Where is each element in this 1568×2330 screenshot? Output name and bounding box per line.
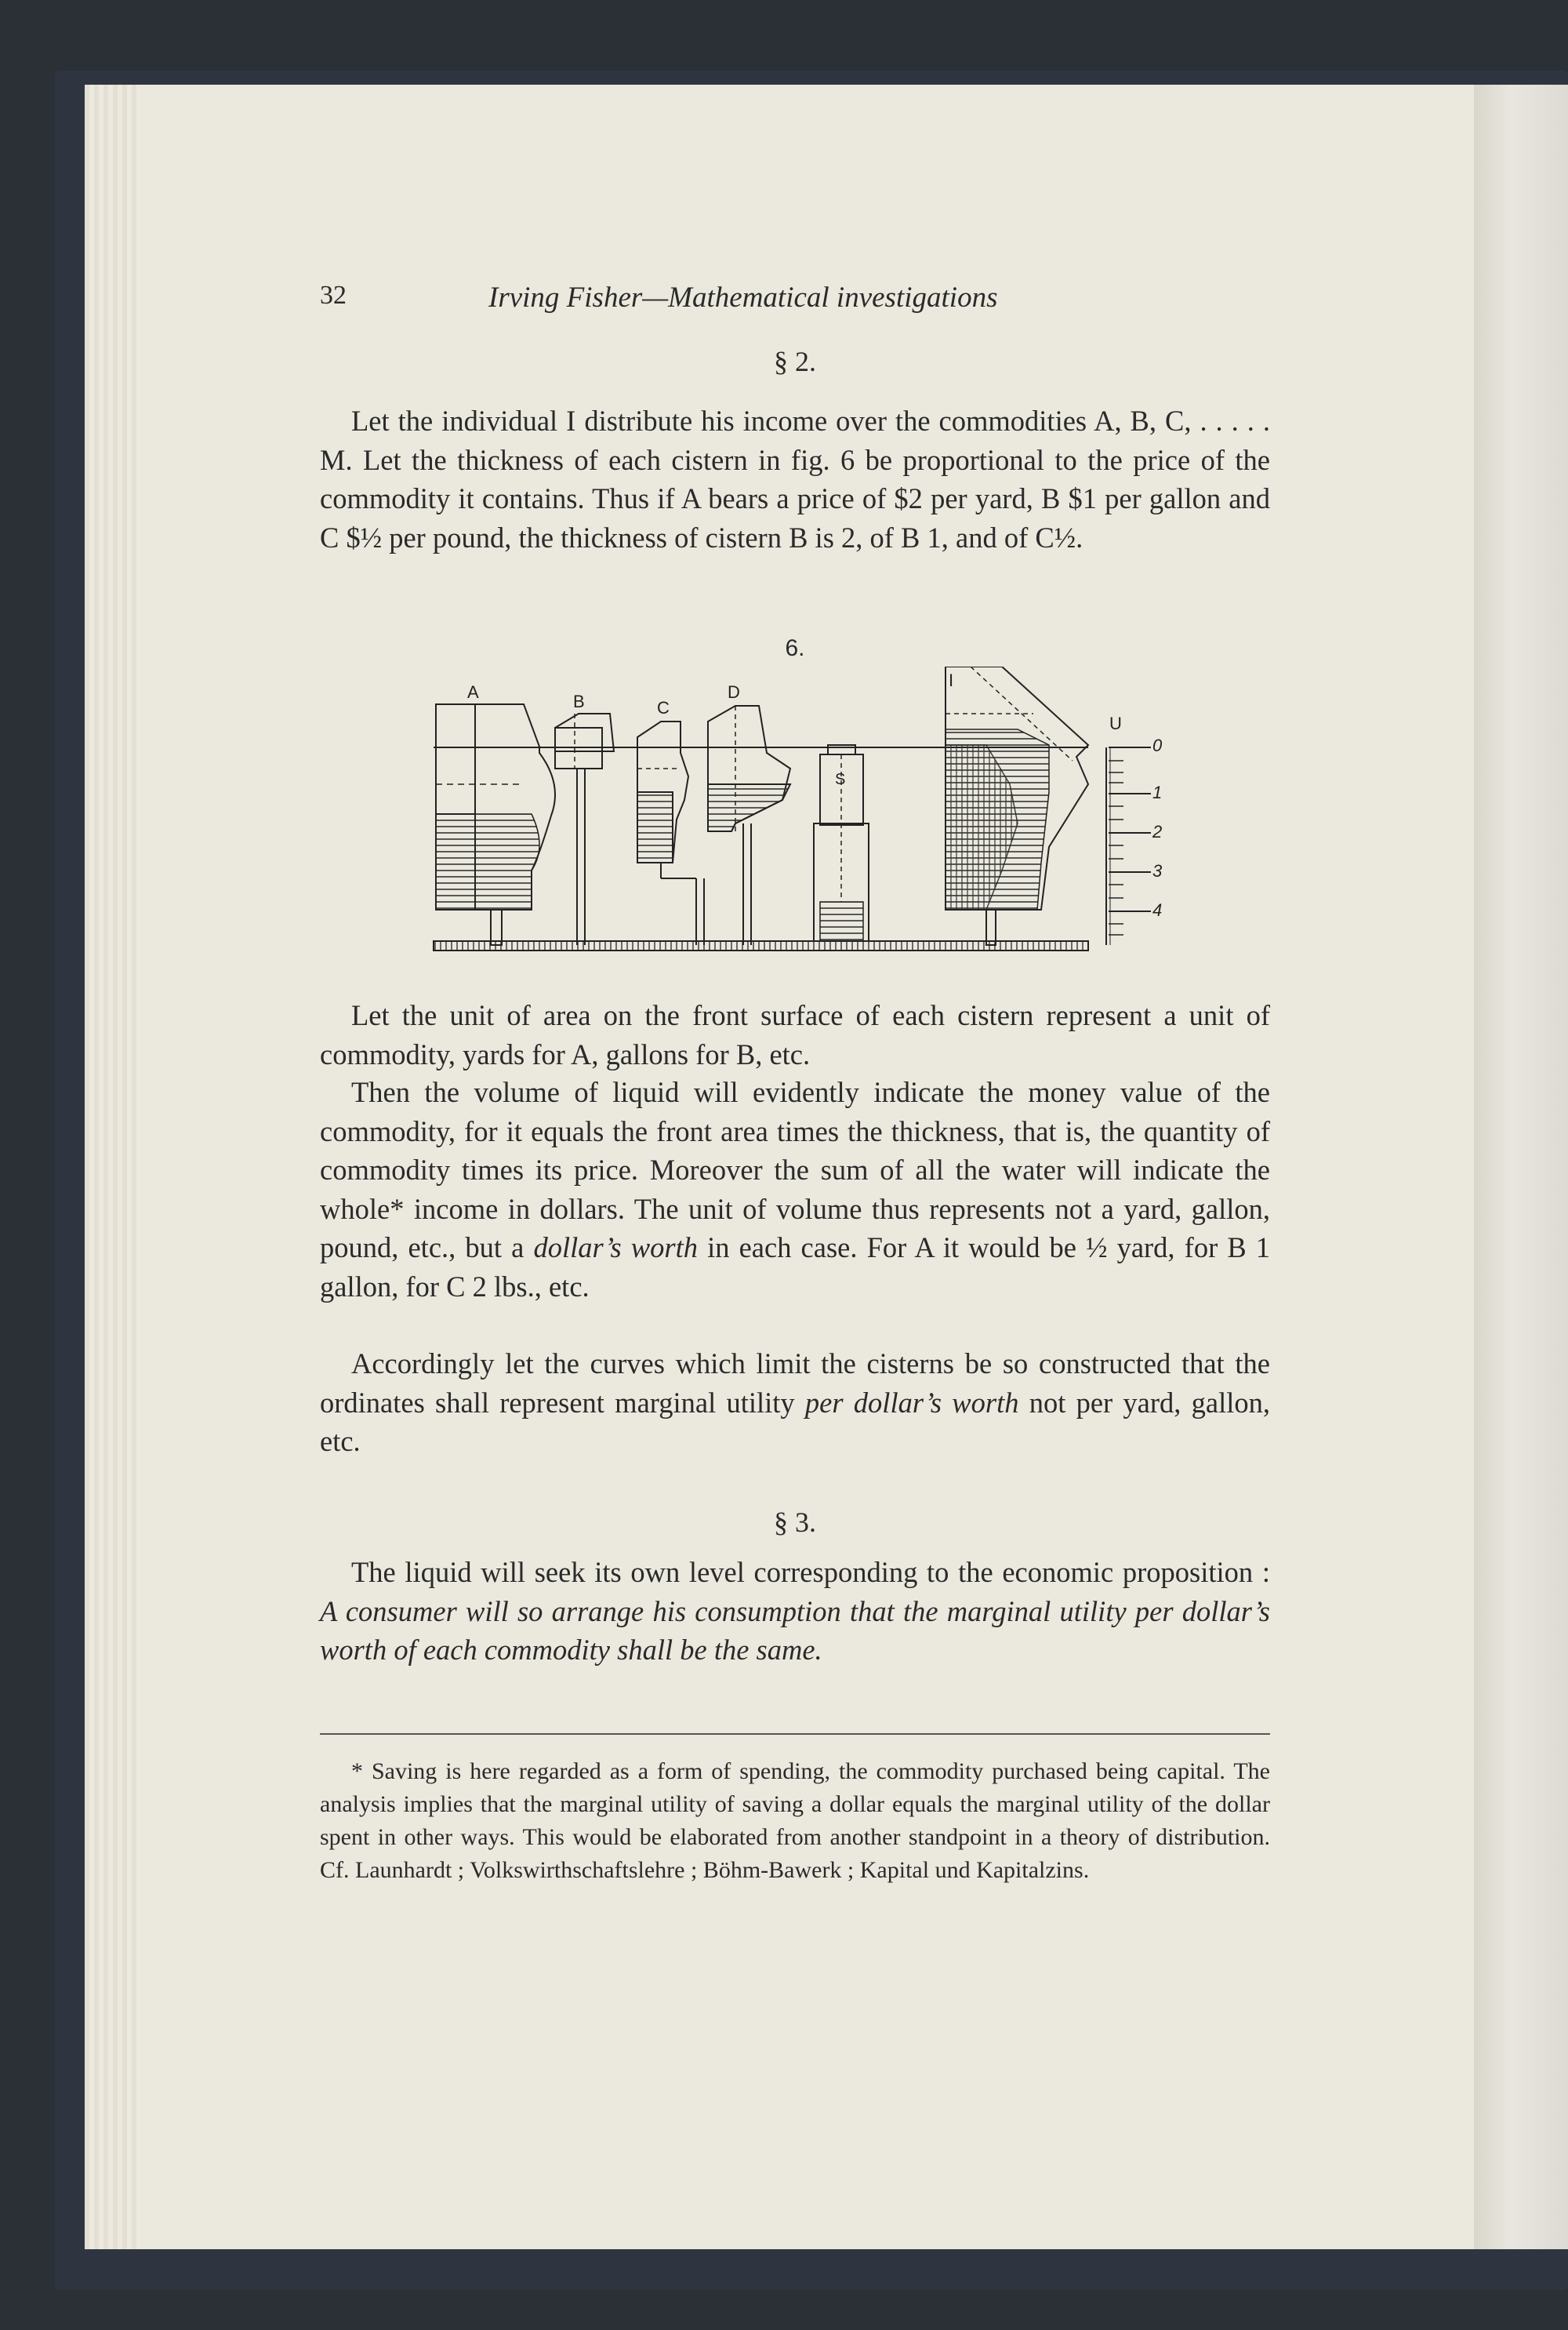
cistern-figure <box>422 667 1174 965</box>
scale-1: 1 <box>1152 783 1163 802</box>
page-number: 32 <box>320 281 347 310</box>
cistern-i <box>946 667 1088 945</box>
section-3-paragraph <box>320 1553 1270 1670</box>
label-c: C <box>657 698 670 718</box>
section-2-heading: § 2. <box>774 346 816 377</box>
section-3-text: The liquid will seek its own level corresponding to the economic proposition : <box>351 1556 1270 1588</box>
body-paragraph-2 <box>320 1073 1270 1306</box>
section-3-italic: A consumer will so arrange his consumption that the marginal utility per dollar’s worth of each commodity shall be the same. <box>320 1594 1270 1666</box>
page-edges <box>85 85 140 2249</box>
label-i: I <box>949 671 954 690</box>
body-paragraph-2-text-a: Then the volume of liquid will evidently indicate the money value of the commodity, for it equals the front area times the thickness, that is, the quantity of commodity times its price. Moreover the sum of all the water will indicate the whole* income in dollars. The unit of volume thus represents not a yard, gallon, pound, etc., but a <box>320 1076 1270 1263</box>
running-title: Irving Fisher—Mathematical investigations <box>488 282 998 314</box>
body-paragraph-2-italic: dollar’s worth <box>533 1231 698 1263</box>
cistern-b <box>555 714 614 945</box>
section-2-paragraph: Let the individual I distribute his income over the commodities A, B, C, . . . . . M. Let the thickness of each cistern in fig. 6 be proportional to the price of the commodity it contains. Thus if A bears a price of $2 per yard, B $1 per gallon and C $½ per pound, the thickness of cistern B is 2, of B 1, and of C½. <box>320 405 1270 554</box>
section-3-heading: § 3. <box>774 1507 816 1538</box>
body-paragraph-3-text-b: not per yard, gallon, etc. <box>320 1386 1270 1457</box>
page-header <box>320 281 1270 328</box>
footnote: * Saving is here regarded as a form of spending, the commodity purchased being capital. The analysis implies that the marginal utility of saving a dollar equals the marginal utility of the dollar spent in other ways. This would be elaborated from another standpoint in a theory of distribution. Cf. Launhardt ; Volkswirthschaftslehre ; Böhm-Bawerk ; Kapital und Kapitalzins. <box>320 1758 1270 1883</box>
scale-4: 4 <box>1152 900 1163 920</box>
body-paragraph-2-text-b: in each case. For A it would be ½ yard, for B 1 gallon, for C 2 lbs., etc. <box>320 1231 1271 1303</box>
cistern-a <box>436 704 555 945</box>
label-d: D <box>728 682 740 702</box>
footnote-rule <box>320 1733 1270 1735</box>
scale-2: 2 <box>1152 822 1163 841</box>
facing-page-edge <box>1474 85 1568 2249</box>
body-paragraph-3-italic: per dollar’s worth <box>804 1386 1019 1419</box>
cistern-d <box>708 706 790 945</box>
cistern-c <box>637 722 704 945</box>
gauge-u <box>1106 747 1151 945</box>
scale-0: 0 <box>1152 736 1163 755</box>
label-b: B <box>573 692 585 711</box>
body-paragraph-3 <box>320 1344 1270 1461</box>
body-paragraph-1: Let the unit of area on the front surface of each cistern represent a unit of commodity, yards for A, gallons for B, etc. <box>320 999 1270 1070</box>
label-s: S <box>835 771 846 788</box>
label-a: A <box>467 682 479 702</box>
figure-number: 6. <box>785 635 805 661</box>
label-u: U <box>1109 714 1122 733</box>
scale-3: 3 <box>1152 861 1163 881</box>
body-paragraph-3-text-a: Accordingly let the curves which limit the cisterns be so constructed that the ordinates shall represent marginal utility <box>320 1347 1270 1419</box>
